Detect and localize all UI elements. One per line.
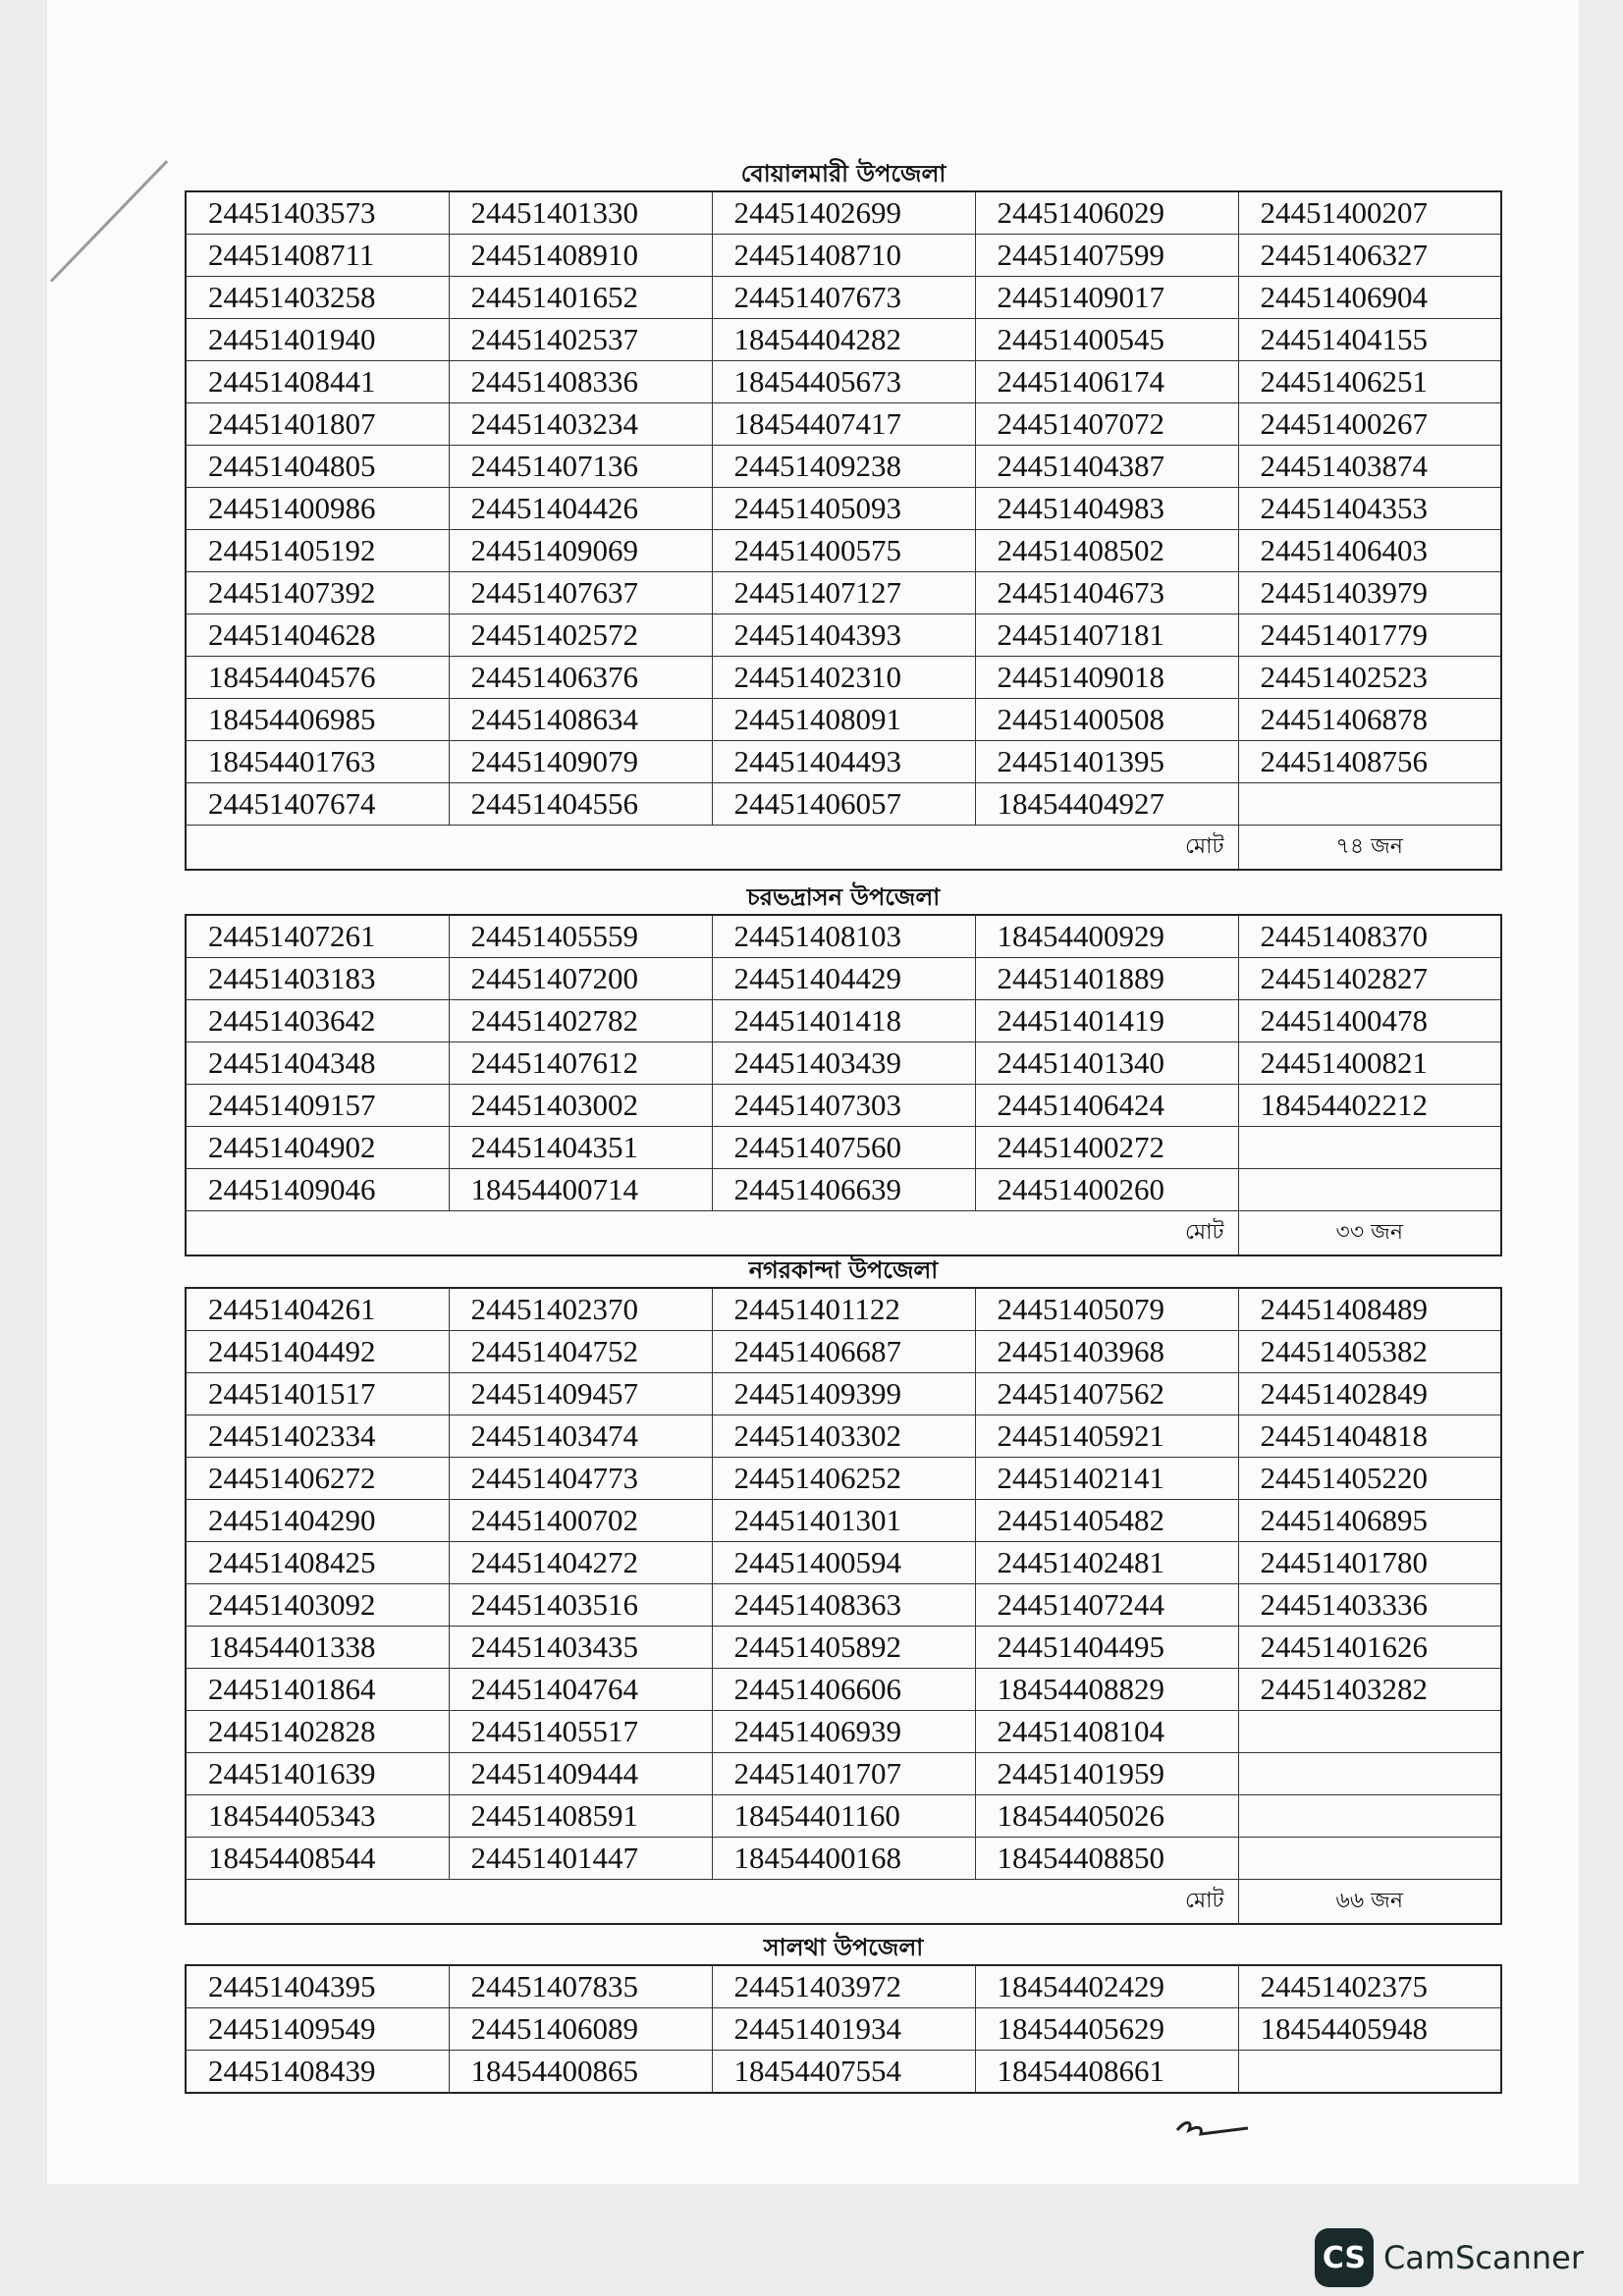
roll-number-cell: 24451404429 (712, 958, 975, 1000)
roll-number-cell: 18454408544 (186, 1838, 449, 1880)
roll-number-cell: 18454407554 (712, 2051, 975, 2094)
roll-number-cell: 24451409046 (186, 1169, 449, 1211)
roll-number-cell: 24451407835 (449, 1965, 712, 2008)
roll-number-cell: 24451406687 (712, 1331, 975, 1373)
roll-number-cell: 24451405921 (975, 1415, 1238, 1458)
roll-number-cell: 24451404395 (186, 1965, 449, 2008)
table-row (186, 235, 1501, 277)
roll-number-cell: 24451408104 (975, 1711, 1238, 1753)
roll-number-cell: 18454408829 (975, 1669, 1238, 1711)
roll-number-cell: 24451401419 (975, 1000, 1238, 1042)
roll-number-cell: 24451401301 (712, 1500, 975, 1542)
table-row (186, 277, 1501, 319)
roll-number-table (185, 1287, 1502, 1925)
roll-number-cell: 24451404983 (975, 488, 1238, 530)
roll-number-cell: 24451407072 (975, 403, 1238, 446)
roll-number-cell: 24451404387 (975, 446, 1238, 488)
camscanner-brand: CamScanner (1382, 2239, 1584, 2276)
roll-number-cell: 24451405517 (449, 1711, 712, 1753)
roll-number-cell: 18454408850 (975, 1838, 1238, 1880)
roll-number-cell: 24451402310 (712, 657, 975, 699)
roll-number-cell: 24451401780 (1238, 1542, 1501, 1584)
roll-number-cell (1238, 1838, 1501, 1880)
roll-number-cell: 24451408425 (186, 1542, 449, 1584)
roll-number-cell: 24451400594 (712, 1542, 975, 1584)
section-title: সালথা উপজেলা (763, 1934, 924, 1961)
roll-number-cell: 18454404282 (712, 319, 975, 361)
roll-number-cell: 24451402572 (449, 614, 712, 657)
roll-number-table (185, 914, 1502, 1256)
roll-number-cell: 24451404393 (712, 614, 975, 657)
roll-number-cell: 24451406089 (449, 2008, 712, 2051)
roll-number-cell: 24451408441 (186, 361, 449, 403)
roll-number-cell: 18454404576 (186, 657, 449, 699)
roll-number-cell: 24451409444 (449, 1753, 712, 1795)
roll-number-cell: 24451408634 (449, 699, 712, 741)
roll-number-cell: 24451408489 (1238, 1288, 1501, 1331)
roll-number-cell: 24451402782 (449, 1000, 712, 1042)
roll-number-cell (1238, 1795, 1501, 1838)
table-row (186, 1458, 1501, 1500)
signature-mark (1173, 2112, 1252, 2142)
roll-number-cell: 24451401807 (186, 403, 449, 446)
table-row (186, 530, 1501, 572)
roll-number-cell: 24451403979 (1238, 572, 1501, 614)
roll-number-cell: 24451409017 (975, 277, 1238, 319)
table-row (186, 657, 1501, 699)
table-row (186, 572, 1501, 614)
roll-number-cell: 24451404556 (449, 783, 712, 826)
table-row (186, 1584, 1501, 1627)
camscanner-logo-icon: CS (1315, 2228, 1374, 2287)
roll-number-cell: 24451403302 (712, 1415, 975, 1458)
roll-number-cell: 24451403002 (449, 1085, 712, 1127)
roll-number-cell: 24451406895 (1238, 1500, 1501, 1542)
total-count: ৭৪ জন (1238, 826, 1501, 871)
total-count: ৩৩ জন (1238, 1211, 1501, 1256)
roll-number-cell: 24451401652 (449, 277, 712, 319)
table-row (186, 915, 1501, 958)
roll-number-cell: 24451401707 (712, 1753, 975, 1795)
roll-number-cell: 18454402212 (1238, 1085, 1501, 1127)
roll-number-cell: 24451401626 (1238, 1627, 1501, 1669)
roll-number-cell: 24451407674 (186, 783, 449, 826)
roll-number-cell: 24451406251 (1238, 361, 1501, 403)
roll-number-cell (1238, 1753, 1501, 1795)
roll-number-cell: 24451401330 (449, 191, 712, 235)
roll-number-cell: 24451403435 (449, 1627, 712, 1669)
section-title: বোয়ালমারী উপজেলা (740, 160, 947, 187)
table-row (186, 1542, 1501, 1584)
roll-number-cell: 24451404495 (975, 1627, 1238, 1669)
table-row (186, 741, 1501, 783)
table-row (186, 1669, 1501, 1711)
roll-number-cell: 18454402429 (975, 1965, 1238, 2008)
roll-number-cell: 18454407417 (712, 403, 975, 446)
roll-number-cell: 24451406376 (449, 657, 712, 699)
roll-number-cell: 18454400865 (449, 2051, 712, 2094)
roll-number-cell: 18454405948 (1238, 2008, 1501, 2051)
roll-number-cell: 24451406252 (712, 1458, 975, 1500)
roll-number-cell: 24451406639 (712, 1169, 975, 1211)
roll-number-cell: 24451405559 (449, 915, 712, 958)
roll-number-cell: 24451404752 (449, 1331, 712, 1373)
table-row (186, 958, 1501, 1000)
roll-number-cell: 24451407181 (975, 614, 1238, 657)
table-row (186, 1500, 1501, 1542)
table-row (186, 1042, 1501, 1085)
table-row (186, 191, 1501, 235)
roll-number-cell: 18454408661 (975, 2051, 1238, 2094)
roll-number-cell: 24451401517 (186, 1373, 449, 1415)
roll-number-cell: 24451408910 (449, 235, 712, 277)
roll-number-cell: 24451404673 (975, 572, 1238, 614)
roll-number-cell: 24451402828 (186, 1711, 449, 1753)
roll-number-cell: 24451408103 (712, 915, 975, 958)
roll-number-cell: 24451408756 (1238, 741, 1501, 783)
roll-number-cell: 18454400168 (712, 1838, 975, 1880)
roll-number-cell: 24451404818 (1238, 1415, 1501, 1458)
total-label: মোট (186, 826, 1238, 871)
roll-number-cell: 24451402370 (449, 1288, 712, 1331)
roll-number-cell: 24451404155 (1238, 319, 1501, 361)
roll-number-cell: 24451404805 (186, 446, 449, 488)
total-row (186, 826, 1501, 871)
table-row (186, 488, 1501, 530)
table-row (186, 361, 1501, 403)
table-row (186, 699, 1501, 741)
table-row (186, 1331, 1501, 1373)
roll-number-cell: 24451408091 (712, 699, 975, 741)
roll-number-cell: 24451400260 (975, 1169, 1238, 1211)
roll-number-cell: 24451404261 (186, 1288, 449, 1331)
roll-number-cell: 24451400508 (975, 699, 1238, 741)
roll-number-cell: 24451403968 (975, 1331, 1238, 1373)
roll-number-cell: 24451406174 (975, 361, 1238, 403)
roll-number-cell: 24451404272 (449, 1542, 712, 1584)
roll-number-cell: 24451404351 (449, 1127, 712, 1169)
roll-number-cell: 24451407599 (975, 235, 1238, 277)
roll-number-cell (1238, 783, 1501, 826)
roll-number-cell: 24451400478 (1238, 1000, 1501, 1042)
roll-number-cell (1238, 2051, 1501, 2094)
total-count: ৬৬ জন (1238, 1880, 1501, 1925)
roll-number-cell: 24451404902 (186, 1127, 449, 1169)
roll-number-cell: 24451407637 (449, 572, 712, 614)
table-row (186, 1965, 1501, 2008)
roll-number-cell: 24451407392 (186, 572, 449, 614)
table-row (186, 1085, 1501, 1127)
roll-number-cell: 24451401959 (975, 1753, 1238, 1795)
roll-number-cell: 24451402523 (1238, 657, 1501, 699)
roll-number-cell: 24451406424 (975, 1085, 1238, 1127)
table-row (186, 1288, 1501, 1331)
roll-number-table (185, 190, 1502, 871)
table-row (186, 446, 1501, 488)
roll-number-cell: 24451409238 (712, 446, 975, 488)
roll-number-cell: 24451408711 (186, 235, 449, 277)
roll-number-cell: 24451403972 (712, 1965, 975, 2008)
table-row (186, 1127, 1501, 1169)
table-row (186, 1000, 1501, 1042)
roll-number-cell: 24451402827 (1238, 958, 1501, 1000)
roll-number-cell: 24451406878 (1238, 699, 1501, 741)
roll-number-cell: 24451401340 (975, 1042, 1238, 1085)
roll-number-cell: 24451407127 (712, 572, 975, 614)
roll-number-cell: 24451403282 (1238, 1669, 1501, 1711)
roll-number-cell: 24451403474 (449, 1415, 712, 1458)
table-row (186, 614, 1501, 657)
table-row (186, 1169, 1501, 1211)
roll-number-cell: 24451400821 (1238, 1042, 1501, 1085)
roll-number-cell: 18454405026 (975, 1795, 1238, 1838)
roll-number-cell: 24451408370 (1238, 915, 1501, 958)
table-row (186, 1627, 1501, 1669)
roll-number-cell: 18454405629 (975, 2008, 1238, 2051)
roll-number-cell: 24451408363 (712, 1584, 975, 1627)
roll-number-cell: 24451404492 (186, 1331, 449, 1373)
table-row (186, 2051, 1501, 2094)
roll-number-cell: 24451409157 (186, 1085, 449, 1127)
roll-number-cell: 18454405343 (186, 1795, 449, 1838)
roll-number-cell: 24451403336 (1238, 1584, 1501, 1627)
roll-number-cell: 24451402537 (449, 319, 712, 361)
roll-number-cell: 24451405220 (1238, 1458, 1501, 1500)
roll-number-cell: 24451401122 (712, 1288, 975, 1331)
roll-number-cell: 24451401889 (975, 958, 1238, 1000)
roll-number-cell: 24451401940 (186, 319, 449, 361)
roll-number-cell: 24451408336 (449, 361, 712, 403)
roll-number-cell: 24451403516 (449, 1584, 712, 1627)
roll-number-cell: 24451400545 (975, 319, 1238, 361)
roll-number-cell: 24451405382 (1238, 1331, 1501, 1373)
roll-number-cell (1238, 1711, 1501, 1753)
roll-number-cell: 24451406272 (186, 1458, 449, 1500)
roll-number-cell: 24451401779 (1238, 614, 1501, 657)
roll-number-cell: 24451406057 (712, 783, 975, 826)
roll-number-cell: 24451406606 (712, 1669, 975, 1711)
roll-number-cell: 24451403092 (186, 1584, 449, 1627)
roll-number-cell: 24451401639 (186, 1753, 449, 1795)
roll-number-cell: 18454401763 (186, 741, 449, 783)
roll-number-cell: 24451400272 (975, 1127, 1238, 1169)
roll-number-cell: 24451407261 (186, 915, 449, 958)
roll-number-cell: 24451404773 (449, 1458, 712, 1500)
section-charbhadrasan (185, 881, 1502, 1256)
roll-number-cell: 24451402141 (975, 1458, 1238, 1500)
total-row (186, 1211, 1501, 1256)
roll-number-cell: 24451401447 (449, 1838, 712, 1880)
roll-number-cell: 18454401338 (186, 1627, 449, 1669)
section-boalmari (185, 157, 1502, 871)
roll-number-cell: 24451404628 (186, 614, 449, 657)
roll-number-cell: 24451400575 (712, 530, 975, 572)
section-title: চরভদ্রাসন উপজেলা (746, 883, 941, 911)
roll-number-cell: 24451407560 (712, 1127, 975, 1169)
roll-number-cell: 24451400986 (186, 488, 449, 530)
table-row (186, 1373, 1501, 1415)
roll-number-cell: 24451407136 (449, 446, 712, 488)
roll-number-cell: 18454405673 (712, 361, 975, 403)
roll-number-cell: 24451409549 (186, 2008, 449, 2051)
roll-number-cell: 24451403874 (1238, 446, 1501, 488)
roll-number-cell: 24451404426 (449, 488, 712, 530)
table-row (186, 1753, 1501, 1795)
roll-number-cell: 24451401934 (712, 2008, 975, 2051)
total-label: মোট (186, 1880, 1238, 1925)
roll-number-cell: 24451402375 (1238, 1965, 1501, 2008)
roll-number-cell: 24451404764 (449, 1669, 712, 1711)
roll-number-cell: 24451401864 (186, 1669, 449, 1711)
roll-number-cell: 24451409399 (712, 1373, 975, 1415)
roll-number-cell: 24451406403 (1238, 530, 1501, 572)
table-row (186, 1415, 1501, 1458)
roll-number-cell: 24451409079 (449, 741, 712, 783)
roll-number-cell: 24451404493 (712, 741, 975, 783)
section-title: নগরকান্দা উপজেলা (748, 1256, 939, 1284)
roll-number-cell: 24451405892 (712, 1627, 975, 1669)
roll-number-cell: 24451402849 (1238, 1373, 1501, 1415)
roll-number-cell: 24451407612 (449, 1042, 712, 1085)
roll-number-cell: 18454400929 (975, 915, 1238, 958)
section-saltha (185, 1931, 1502, 2094)
total-label: মোট (186, 1211, 1238, 1256)
roll-number-cell: 24451405093 (712, 488, 975, 530)
roll-number-cell: 24451400267 (1238, 403, 1501, 446)
roll-number-cell: 24451400702 (449, 1500, 712, 1542)
roll-number-cell: 24451408439 (186, 2051, 449, 2094)
roll-number-cell: 24451400207 (1238, 191, 1501, 235)
roll-number-cell: 24451407562 (975, 1373, 1238, 1415)
table-row (186, 1711, 1501, 1753)
roll-number-cell: 24451403573 (186, 191, 449, 235)
roll-number-cell: 24451401395 (975, 741, 1238, 783)
roll-number-cell: 24451407673 (712, 277, 975, 319)
roll-number-cell: 18454404927 (975, 783, 1238, 826)
roll-number-cell: 24451403642 (186, 1000, 449, 1042)
roll-number-cell: 24451402334 (186, 1415, 449, 1458)
roll-number-cell: 24451406904 (1238, 277, 1501, 319)
roll-number-cell: 24451403258 (186, 277, 449, 319)
roll-number-cell: 24451405079 (975, 1288, 1238, 1331)
table-row (186, 1838, 1501, 1880)
table-row (186, 783, 1501, 826)
table-row (186, 403, 1501, 446)
roll-number-table (185, 1964, 1502, 2094)
scanner-watermark (1315, 2228, 1584, 2287)
total-row (186, 1880, 1501, 1925)
roll-number-cell: 24451401418 (712, 1000, 975, 1042)
table-row (186, 1795, 1501, 1838)
roll-number-cell: 24451403439 (712, 1042, 975, 1085)
roll-number-cell: 24451407244 (975, 1584, 1238, 1627)
roll-number-cell: 24451402481 (975, 1542, 1238, 1584)
roll-number-cell: 24451406939 (712, 1711, 975, 1753)
roll-number-cell: 24451404290 (186, 1500, 449, 1542)
roll-number-cell: 24451408710 (712, 235, 975, 277)
roll-number-cell: 24451407200 (449, 958, 712, 1000)
roll-number-cell: 24451407303 (712, 1085, 975, 1127)
section-nagarkanda (185, 1254, 1502, 1925)
roll-number-cell: 24451403183 (186, 958, 449, 1000)
roll-number-cell: 18454401160 (712, 1795, 975, 1838)
roll-number-cell: 24451406327 (1238, 235, 1501, 277)
roll-number-cell: 24451404348 (186, 1042, 449, 1085)
roll-number-cell: 24451402699 (712, 191, 975, 235)
roll-number-cell: 24451403234 (449, 403, 712, 446)
roll-number-cell (1238, 1127, 1501, 1169)
table-row (186, 2008, 1501, 2051)
roll-number-cell: 24451409457 (449, 1373, 712, 1415)
roll-number-cell: 24451408502 (975, 530, 1238, 572)
roll-number-cell: 24451404353 (1238, 488, 1501, 530)
roll-number-cell: 18454406985 (186, 699, 449, 741)
roll-number-cell: 24451406029 (975, 191, 1238, 235)
roll-number-cell: 18454400714 (449, 1169, 712, 1211)
roll-number-cell (1238, 1169, 1501, 1211)
roll-number-cell: 24451409069 (449, 530, 712, 572)
table-row (186, 319, 1501, 361)
roll-number-cell: 24451405192 (186, 530, 449, 572)
roll-number-cell: 24451405482 (975, 1500, 1238, 1542)
roll-number-cell: 24451408591 (449, 1795, 712, 1838)
roll-number-cell: 24451409018 (975, 657, 1238, 699)
